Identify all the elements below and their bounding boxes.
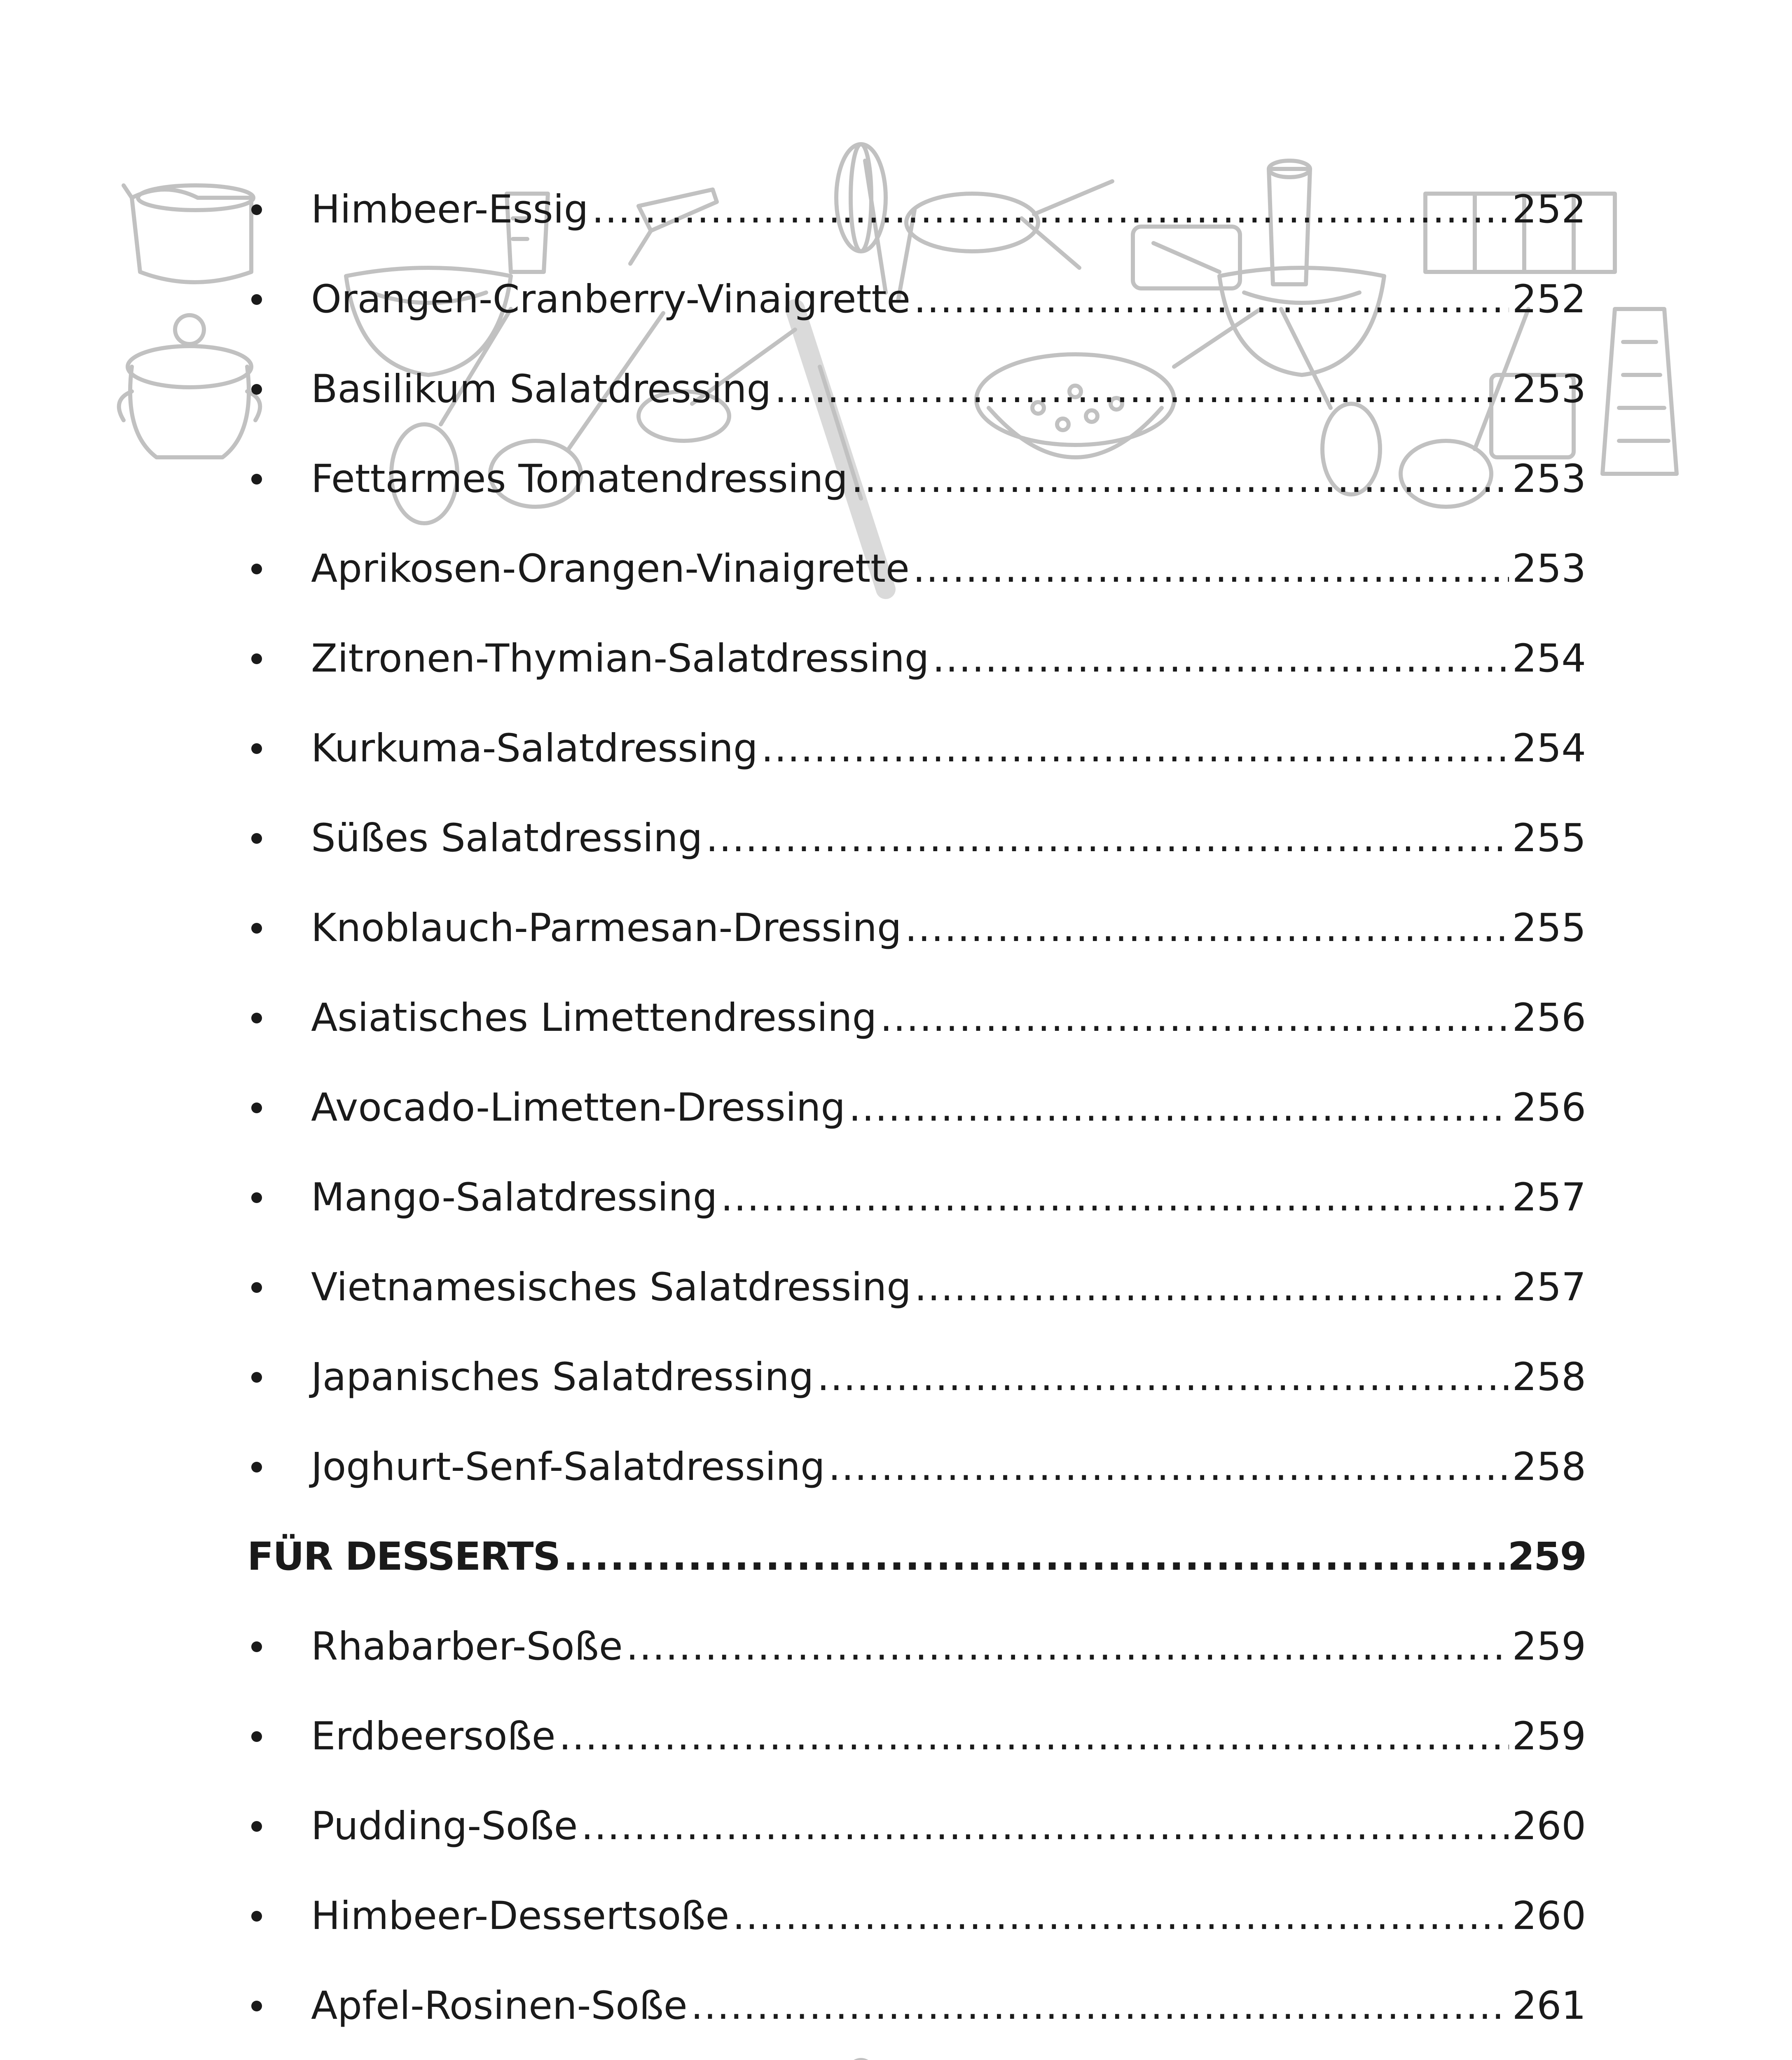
toc-item[interactable] xyxy=(247,1243,1586,1332)
dot-leader xyxy=(592,190,1509,229)
toc-item-title: Aprikosen-Orangen-Vinaigrette xyxy=(311,546,910,591)
toc-item-title: Asiatisches Limettendressing xyxy=(311,995,877,1040)
dot-leader xyxy=(913,550,1509,588)
bullet-icon xyxy=(251,2001,262,2011)
bullet-icon xyxy=(251,384,262,395)
cooking-pot-icon xyxy=(124,185,253,282)
toc-item[interactable] xyxy=(247,255,1586,344)
toc-item-page: 255 xyxy=(1512,816,1586,861)
toc-item[interactable] xyxy=(247,1961,1586,2051)
toc-item[interactable] xyxy=(247,794,1586,883)
toc-item-page: 257 xyxy=(1512,1175,1586,1220)
toc-item[interactable] xyxy=(247,524,1586,614)
toc-section-heading[interactable] xyxy=(247,1512,1586,1602)
toc-item-title: Apfel-Rosinen-Soße xyxy=(311,1983,688,2028)
dot-leader xyxy=(774,370,1509,409)
toc-section-page: 259 xyxy=(1507,1534,1586,1579)
toc-item-title: Pudding-Soße xyxy=(311,1804,578,1849)
bullet-icon xyxy=(251,833,262,844)
toc-item[interactable] xyxy=(247,883,1586,973)
toc-item[interactable] xyxy=(247,973,1586,1063)
dot-leader xyxy=(880,999,1509,1037)
toc-item[interactable] xyxy=(247,1692,1586,1781)
toc-item[interactable] xyxy=(247,704,1586,794)
dot-leader xyxy=(817,1358,1509,1397)
bullet-icon xyxy=(251,1731,262,1742)
bullet-icon xyxy=(251,564,262,574)
toc-item-page: 259 xyxy=(1512,1714,1586,1759)
bullet-icon xyxy=(251,1103,262,1113)
toc-item-title: Kurkuma-Salatdressing xyxy=(311,726,758,771)
toc-item[interactable] xyxy=(247,165,1586,255)
toc-item-title: Rhabarber-Soße xyxy=(311,1624,623,1669)
toc-section-title: FÜR DESSERTS xyxy=(247,1534,560,1579)
toc-item-page: 253 xyxy=(1512,546,1586,591)
dot-leader xyxy=(905,909,1509,948)
bullet-icon xyxy=(251,1282,262,1293)
toc-item-title: Fettarmes Tomatendressing xyxy=(311,456,848,501)
bullet-icon xyxy=(251,294,262,305)
bullet-icon xyxy=(251,1372,262,1383)
toc-item-page: 253 xyxy=(1512,456,1586,501)
dot-leader xyxy=(851,460,1509,499)
toc-item-title: Knoblauch-Parmesan-Dressing xyxy=(311,906,902,950)
toc-item-page: 258 xyxy=(1512,1444,1586,1489)
dot-leader xyxy=(761,729,1509,768)
bullet-icon xyxy=(251,1013,262,1023)
toc-item-page: 258 xyxy=(1512,1355,1586,1400)
dot-leader xyxy=(559,1717,1509,1756)
toc-item-title: Japanisches Salatdressing xyxy=(311,1355,814,1400)
toc-item[interactable] xyxy=(247,1153,1586,1243)
toc-item-title: Süßes Salatdressing xyxy=(311,816,703,861)
toc-item[interactable] xyxy=(247,2051,1586,2060)
dot-leader xyxy=(581,1807,1509,1846)
toc-item-page: 253 xyxy=(1512,367,1586,412)
bullet-icon xyxy=(251,1192,262,1203)
toc-item-title: Avocado-Limetten-Dressing xyxy=(311,1085,846,1130)
toc-item[interactable] xyxy=(247,1781,1586,1871)
toc-item-title: Basilikum Salatdressing xyxy=(311,367,772,412)
toc-item-page: 255 xyxy=(1512,906,1586,950)
toc-item-title: Vietnamesisches Salatdressing xyxy=(311,1265,911,1310)
toc-item-title: Orangen-Cranberry-Vinaigrette xyxy=(311,277,911,322)
dot-leader xyxy=(914,280,1509,319)
toc-item-page: 256 xyxy=(1512,1085,1586,1130)
dot-leader xyxy=(706,819,1509,858)
toc-item-page: 252 xyxy=(1512,277,1586,322)
dot-leader xyxy=(828,1448,1509,1486)
toc-item-page: 252 xyxy=(1512,187,1586,232)
toc-item[interactable] xyxy=(247,434,1586,524)
dot-leader xyxy=(563,1538,1504,1576)
toc-item[interactable] xyxy=(247,1602,1586,1692)
dot-leader xyxy=(849,1089,1509,1127)
toc-item-page: 259 xyxy=(1512,1624,1586,1669)
dot-leader xyxy=(626,1627,1509,1666)
dot-leader xyxy=(915,1268,1509,1307)
toc-item-page: 254 xyxy=(1512,726,1586,771)
toc-item-title: Zitronen-Thymian-Salatdressing xyxy=(311,636,929,681)
bullet-icon xyxy=(251,474,262,485)
toc-item-page: 257 xyxy=(1512,1265,1586,1310)
toc-item-title: Himbeer-Dessertsoße xyxy=(311,1894,730,1938)
bullet-icon xyxy=(251,1911,262,1922)
toc-item-page: 256 xyxy=(1512,995,1586,1040)
bullet-icon xyxy=(251,1821,262,1832)
toc-item[interactable] xyxy=(247,344,1586,434)
toc-item[interactable] xyxy=(247,614,1586,704)
toc-item[interactable] xyxy=(247,1422,1586,1512)
bullet-icon xyxy=(251,653,262,664)
toc-item[interactable] xyxy=(247,1063,1586,1153)
table-of-contents xyxy=(247,165,1586,2060)
toc-item-page: 260 xyxy=(1512,1894,1586,1938)
toc-item-page: 261 xyxy=(1512,1983,1586,2028)
dot-leader xyxy=(691,1987,1509,2025)
toc-item-title: Mango-Salatdressing xyxy=(311,1175,718,1220)
dot-leader xyxy=(721,1178,1509,1217)
toc-item-page: 260 xyxy=(1512,1804,1586,1849)
bullet-icon xyxy=(251,743,262,754)
dot-leader xyxy=(932,639,1509,678)
toc-item[interactable] xyxy=(247,1871,1586,1961)
toc-item-title: Himbeer-Essig xyxy=(311,187,589,232)
bullet-icon xyxy=(251,1462,262,1472)
bullet-icon xyxy=(251,923,262,934)
bullet-icon xyxy=(251,204,262,215)
toc-item-page: 254 xyxy=(1512,636,1586,681)
bullet-icon xyxy=(251,1641,262,1652)
dot-leader xyxy=(732,1897,1509,1936)
toc-item-title: Erdbeersoße xyxy=(311,1714,556,1759)
toc-item-title: Joghurt-Senf-Salatdressing xyxy=(311,1444,825,1489)
toc-item[interactable] xyxy=(247,1332,1586,1422)
sugar-bowl-icon xyxy=(119,315,260,457)
